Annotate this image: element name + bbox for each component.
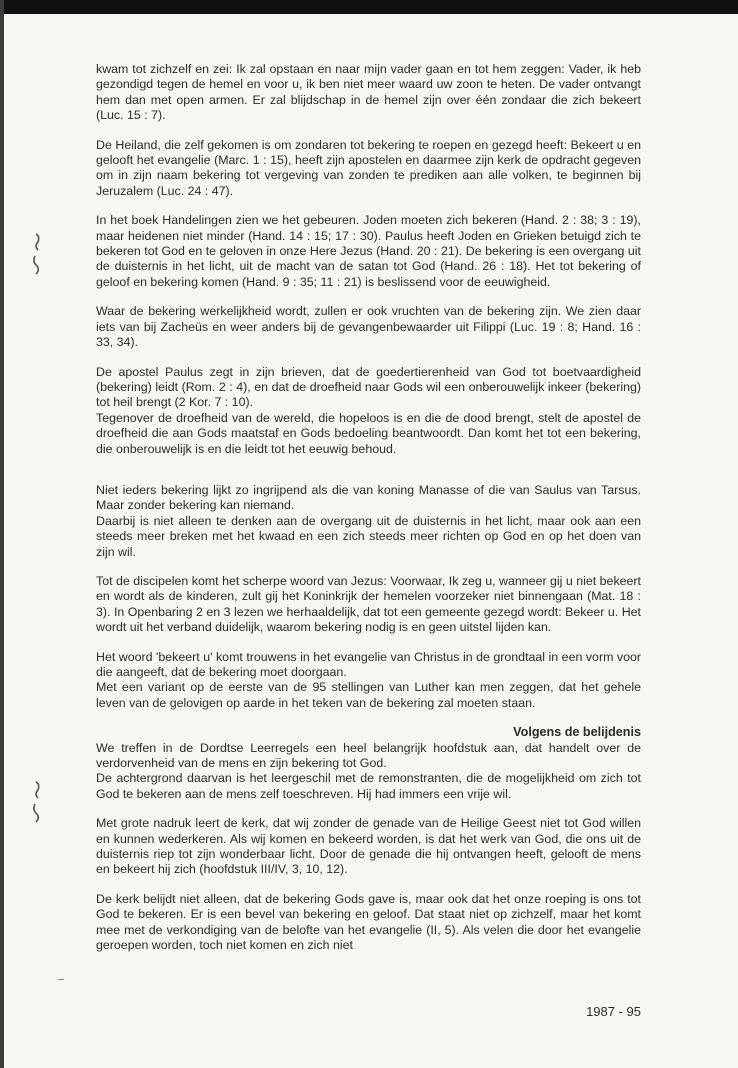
paragraph: Met grote nadruk leert de kerk, dat wij zonder de genade van de Heilige Geest niet tot God willen en kunnen wederkeren. Als wij komen en bekeerd worden, is dat het werk van God, die ons uit de duisternis riep tot zijn wonderbaar licht. Door de genade die hij ontvangen heeft, gelooft de mens en bekeert hij zich (hoofdstuk III/IV, 3, 10, 12). (96, 816, 641, 877)
paragraph: Tegenover de droefheid van de wereld, die hopeloos is en die de dood brengt, stelt de apostel de droefheid die aan Gods maatstaf en Gods bedoeling beantwoordt. Dan komt het tot een bekering, die onberouwelijk is en die leidt tot het eeuwig behoud. (96, 410, 641, 456)
page-number: 1987 - 95 (586, 1004, 641, 1019)
paragraph: De apostel Paulus zegt in zijn brieven, dat de goedertierenheid van God tot boetvaardigheid (bekering) leidt (Rom. 2 : 4), en dat de droefheid naar Gods wil een onberouwelijk inkeer (bekering) tot heil brengt (2 Kor. 7 : 10). (96, 364, 641, 410)
article-body (96, 62, 641, 954)
section-heading: Volgens de belijdenis (513, 725, 641, 740)
paragraph: Tot de discipelen komt het scherpe woord van Jezus: Voorwaar, Ik zeg u, wanneer gij u niet bekeert en wordt als de kinderen, zult gij het Koninkrijk der hemelen voorzeker niet binnengaan (Mat. 18 : 3). In Openbaring 2 en 3 lezen we herhaaldelijk, dat tot een gemeente gezegd wordt: Bekeer u. Het wordt uit het verband duidelijk, waarom bekering nodig is en geen uitstel lijden kan. (96, 573, 641, 635)
paragraph: Het woord 'bekeert u' komt trouwens in het evangelie van Christus in de grondtaal in een vorm voor die aangeeft, dat de bekering moet doorgaan. (96, 649, 641, 679)
paragraph: De Heiland, die zelf gekomen is om zondaren tot bekering te roepen en gezegd heeft: Bekeert u en gelooft het evangelie (Marc. 1 : 15), heeft zijn apostelen en daarmee zijn kerk de opdracht gegeven om in zijn naam bekering tot vergeving van zonden te prediken aan alle volken, te beginnen bij Jeruzalem (Luc. 24 : 47). (96, 137, 641, 198)
paragraph: We treffen in de Dordtse Leerregels een heel belangrijk hoofdstuk aan, dat handelt over de verdorvenheid van de mens en zijn bekering tot God. (96, 740, 641, 771)
paragraph: De kerk belijdt niet alleen, dat de bekering Gods gave is, maar ook dat het onze roeping is ons tot God te bekeren. Er is een bevel van bekering en geloof. Dat staat niet op zichzelf, maar het komt mee met de verkondiging van de belofte van het evangelie (II, 5). Als velen die door het evangelie geroepen worden, toch niet komen en zich niet (96, 891, 641, 953)
paragraph: Met een variant op de eerste van de 95 stellingen van Luther kan men zeggen, dat het gehele leven van de gelovigen op aarde in het teken van de bekering zal moeten staan. (96, 680, 641, 710)
paragraph: Daarbij is niet alleen te denken aan de overgang uit de duisternis in het licht, maar ook aan een steeds meer breken met het kwaad en een zich steeds meer richten op God en op het doen van zijn wil. (96, 513, 641, 559)
margin-mark (58, 979, 64, 980)
scan-top-border (0, 0, 738, 14)
binder-clip-icon (30, 780, 42, 824)
paragraph: Waar de bekering werkelijkheid wordt, zullen er ook vruchten van de bekering zijn. We zien daar iets van bij Zacheüs en weer anders bij de gevangenbewaarder uit Filippi (Luc. 19 : 8; Hand. 16 : 33, 34). (96, 304, 641, 350)
paragraph: kwam tot zichzelf en zei: Ik zal opstaan en naar mijn vader gaan en tot hem zeggen: Vader, ik heb gezondigd tegen de hemel en voor u, ik ben niet meer waard uw zoon te heten. De vader ontvangt hem dan met open armen. Er zal blijdschap in de hemel zijn over één zondaar die zich bekeert (Luc. 15 : 7). (96, 62, 641, 123)
paragraph: Niet ieders bekering lijkt zo ingrijpend als die van koning Manasse of die van Saulus van Tarsus. Maar zonder bekering kan niemand. (96, 482, 641, 513)
paragraph: In het boek Handelingen zien we het gebeuren. Joden moeten zich bekeren (Hand. 2 : 38; 3 : 19), maar heidenen niet minder (Hand. 14 : 15; 17 : 30). Paulus heeft Joden en Grieken betuigd zich te bekeren tot God en te geloven in onze Here Jezus (Hand. 20 : 21). De bekering is een overgang uit de duisternis in het licht, uit de macht van de satan tot God (Hand. 26 : 18). Het tot bekering of geloof en bekering komen (Hand. 9 : 35; 11 : 21) is beslissend voor de eeuwigheid. (96, 213, 641, 289)
paragraph: De achtergrond daarvan is het leergeschil met de remonstranten, die de mogelijkheid om zich tot God te bekeren aan de mens zelf toeschreven. Hij had immers een vrije wil. (96, 771, 641, 801)
binder-clip-icon (30, 232, 42, 276)
